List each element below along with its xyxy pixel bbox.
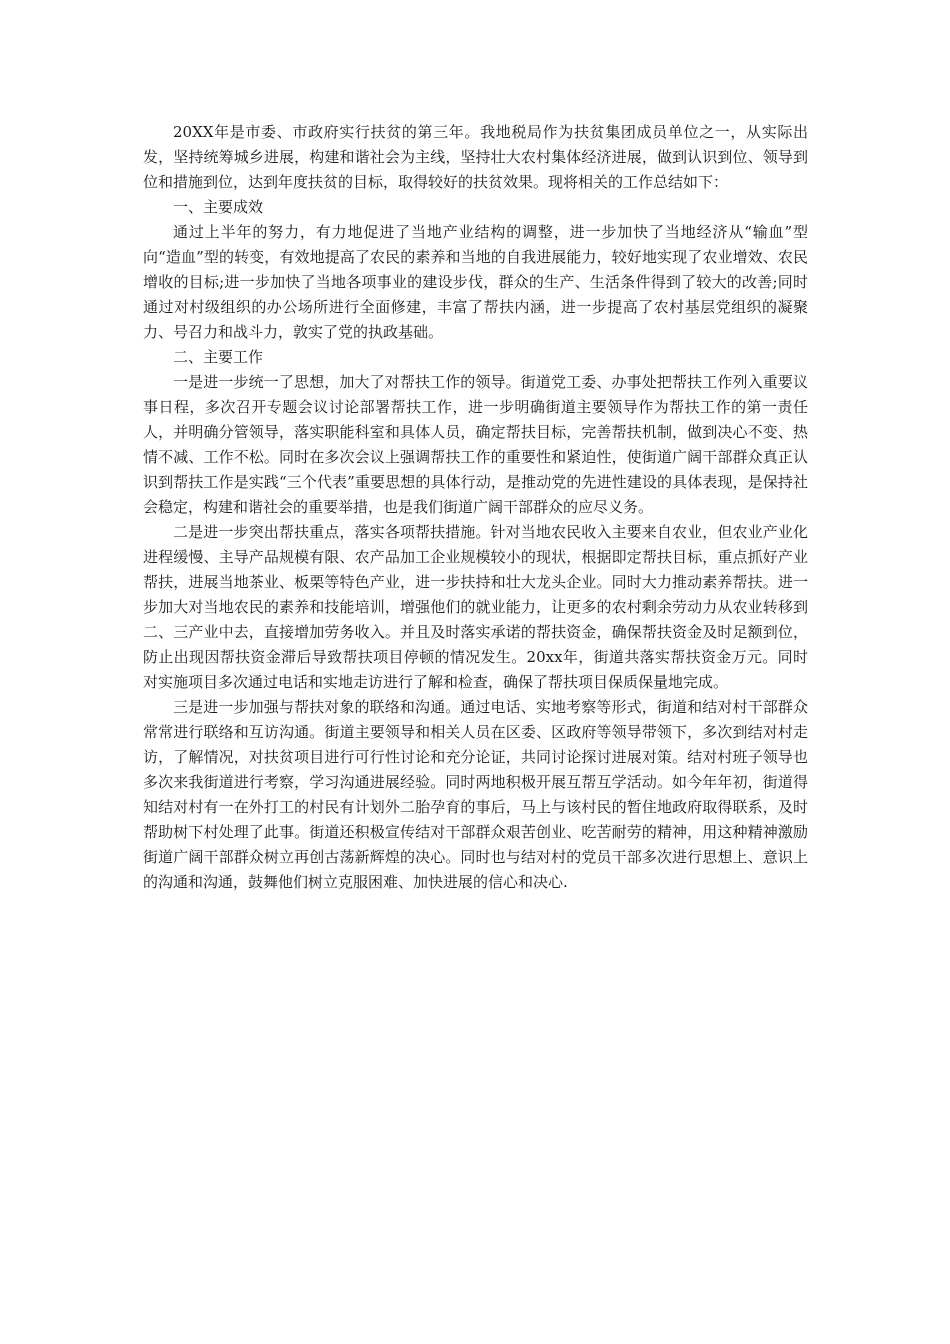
section-heading-main-work: 二、主要工作 [173,348,264,366]
main-results-paragraph: 通过上半年的努力，有力地促进了当地产业结构的调整，进一步加快了当地经济从“输血”型向“造血”型的转变，有效地提高了农民的素养和当地的自我进展能力，较好地实现了农业增效、农民增收的目标;进一步加快了当地各项事业的建设步伐，群众的生产、生活条件得到了较大的改善;同时通过对村级组织的办公场所进行全面修建，丰富了帮扶内涵，进一步提高了农村基层党组织的凝聚力、号召力和战斗力，敦实了党的执政基础。 [143,223,808,341]
intro-paragraph: 20XX年是市委、市政府实行扶贫的第三年。我地税局作为扶贫集团成员单位之一，从实际出发，坚持统筹城乡进展，构建和谐社会为主线，坚持壮大农村集体经济进展，做到认识到位、领导到位和措施到位，达到年度扶贫的目标，取得较好的扶贫效果。现将相关的工作总结如下： [143,123,808,191]
work-paragraph-3: 三是进一步加强与帮扶对象的联络和沟通。通过电话、实地考察等形式，街道和结对村干部群众常常进行联络和互访沟通。街道主要领导和相关人员在区委、区政府等领导带领下，多次到结对村走访，了解情况，对扶贫项目进行可行性讨论和充分论证，共同讨论探讨进展对策。结对村班子领导也多次来我街道进行考察，学习沟通进展经验。同时两地积极开展互帮互学活动。如今年年初，街道得知结对村有一在外打工的村民有计划外二胎孕育的事后，马上与该村民的暂住地政府取得联系，及时帮助树下村处理了此事。街道还积极宣传结对干部群众艰苦创业、吃苦耐劳的精神，用这种精神激励街道广阔干部群众树立再创古荡新辉煌的决心。同时也与结对村的党员干部多次进行思想上、意识上的沟通和沟通，鼓舞他们树立克服困难、加快进展的信心和决心. [143,698,808,891]
section-heading-main-results: 一、主要成效 [173,198,264,216]
document-body [143,120,808,895]
work-paragraph-2: 二是进一步突出帮扶重点，落实各项帮扶措施。针对当地农民收入主要来自农业，但农业产业化进程缓慢、主导产品规模有限、农产品加工企业规模较小的现状，根据即定帮扶目标，重点抓好产业帮扶，进展当地茶业、板栗等特色产业，进一步扶持和壮大龙头企业。同时大力推动素养帮扶。进一步加大对当地农民的素养和技能培训，增强他们的就业能力，让更多的农村剩余劳动力从农业转移到二、三产业中去，直接增加劳务收入。并且及时落实承诺的帮扶资金，确保帮扶资金及时足额到位，防止出现因帮扶资金滞后导致帮扶项目停顿的情况发生。20xx年，街道共落实帮扶资金万元。同时对实施项目多次通过电话和实地走访进行了解和检查，确保了帮扶项目保质保量地完成。 [143,523,808,691]
work-paragraph-1: 一是进一步统一了思想，加大了对帮扶工作的领导。街道党工委、办事处把帮扶工作列入重要议事日程，多次召开专题会议讨论部署帮扶工作，进一步明确街道主要领导作为帮扶工作的第一责任人，并明确分管领导，落实职能科室和具体人员，确定帮扶目标，完善帮扶机制，做到决心不变、热情不减、工作不松。同时在多次会议上强调帮扶工作的重要性和紧迫性，使街道广阔干部群众真正认识到帮扶工作是实践“三个代表”重要思想的具体行动，是推动党的先进性建设的具体表现，是保持社会稳定，构建和谐社会的重要举措，也是我们街道广阔干部群众的应尽义务。 [143,373,808,516]
